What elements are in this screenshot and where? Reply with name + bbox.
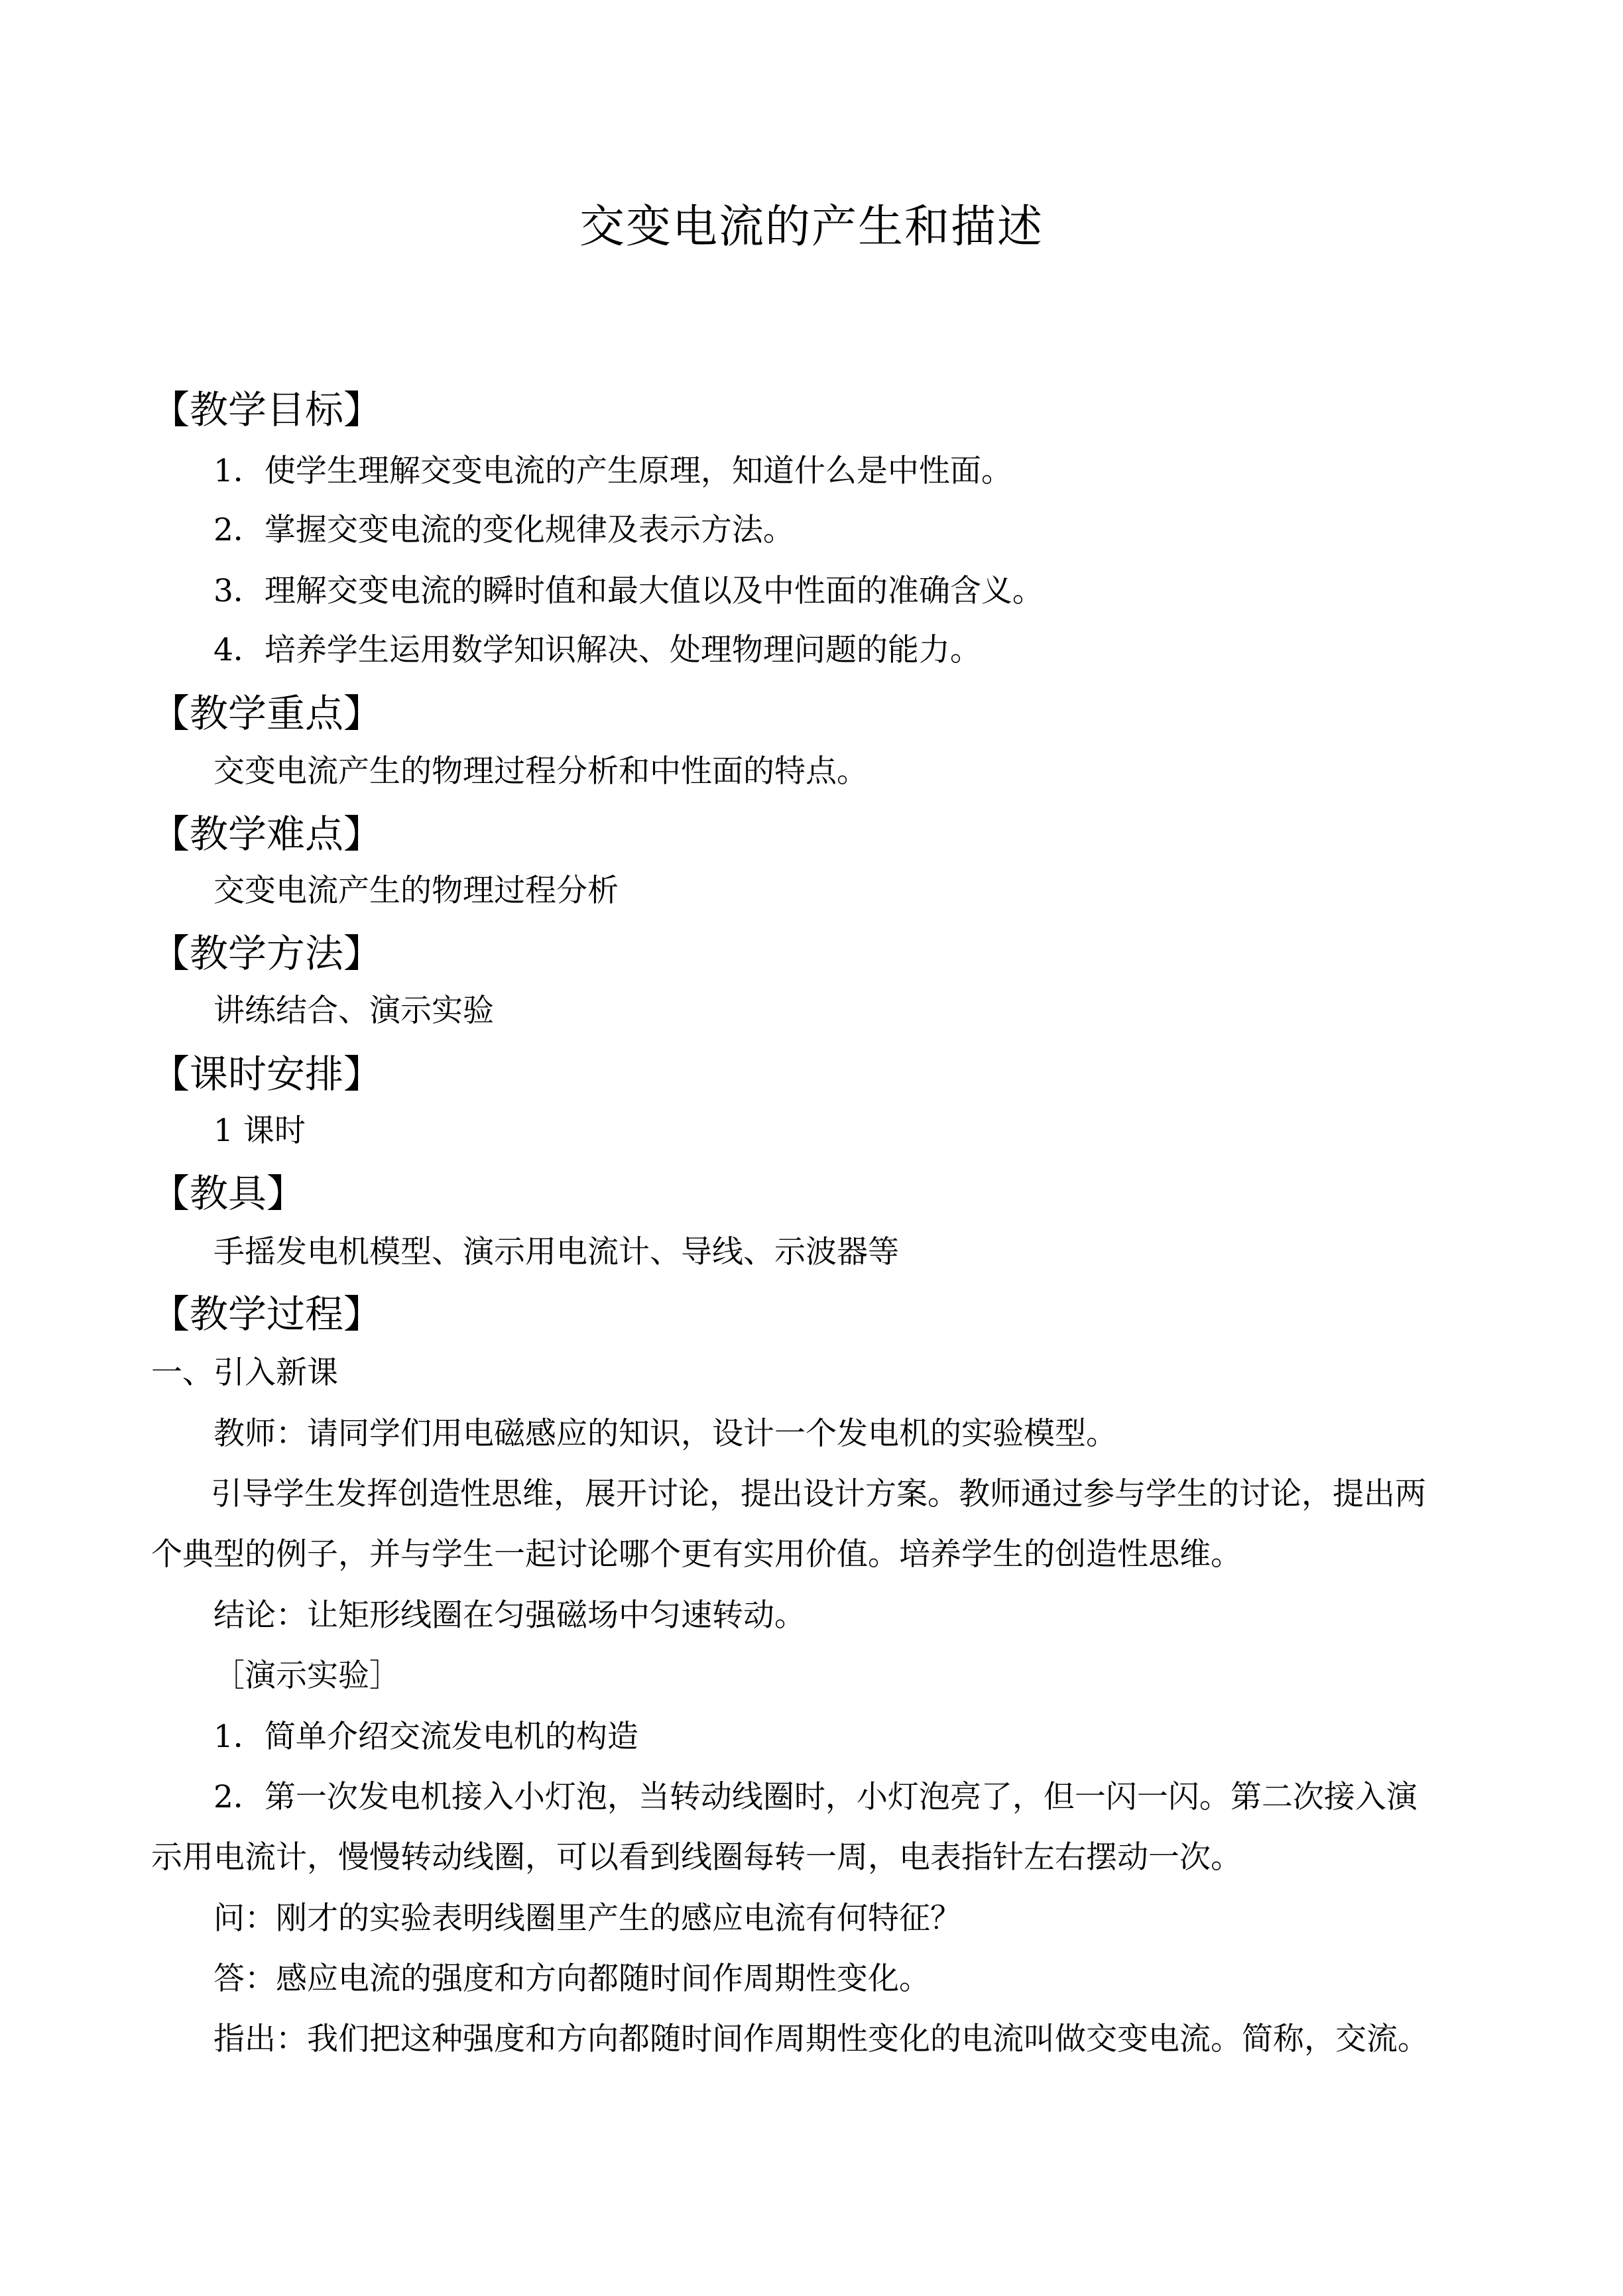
- process-line-8: 示用电流计，慢慢转动线圈，可以看到线圈每转一周，电表指针左右摆动一次。: [151, 1839, 1242, 1876]
- schedule-text: 1 课时: [213, 1113, 306, 1149]
- heading-key-points: 【教学重点】: [151, 691, 383, 736]
- process-answer: 答：感应电流的强度和方向都随时间作周期性变化。: [213, 1961, 930, 1997]
- process-line-7: 2．第一次发电机接入小灯泡，当转动线圈时，小灯泡亮了，但一闪一闪。第二次接入演: [213, 1779, 1417, 1815]
- process-note: 指出：我们把这种强度和方向都随时间作周期性变化的电流叫做交变电流。简称，交流。: [213, 2021, 1429, 2057]
- process-line-2: 引导学生发挥创造性思维，展开讨论，提出设计方案。教师通过参与学生的讨论，提出两: [211, 1476, 1426, 1512]
- heading-tools: 【教具】: [151, 1171, 306, 1216]
- objective-item-2: 2．掌握交变电流的变化规律及表示方法。: [213, 512, 794, 548]
- heading-schedule: 【课时安排】: [151, 1052, 383, 1097]
- process-line-6: 1．简单介绍交流发电机的构造: [213, 1719, 638, 1755]
- key-points-text: 交变电流产生的物理过程分析和中性面的特点。: [213, 753, 868, 790]
- heading-objectives: 【教学目标】: [151, 387, 383, 432]
- process-question: 问：刚才的实验表明线圈里产生的感应电流有何特征？: [213, 1900, 961, 1937]
- objective-item-4: 4．培养学生运用数学知识解决、处理物理问题的能力。: [213, 632, 981, 668]
- process-subheading: 一、引入新课: [151, 1355, 338, 1391]
- process-line-3: 个典型的例子，并与学生一起讨论哪个更有实用价值。培养学生的创造性思维。: [151, 1536, 1242, 1573]
- document-title: 交变电流的产生和描述: [579, 201, 1044, 253]
- process-demo-label: ［演示实验］: [213, 1658, 400, 1694]
- heading-methods: 【教学方法】: [151, 931, 383, 976]
- heading-difficulties: 【教学难点】: [151, 812, 383, 857]
- objective-item-1: 1．使学生理解交变电流的产生原理，知道什么是中性面。: [213, 453, 1012, 489]
- methods-text: 讲练结合、演示实验: [213, 993, 494, 1029]
- objective-item-3: 3．理解交变电流的瞬时值和最大值以及中性面的准确含义。: [213, 573, 1044, 609]
- heading-process: 【教学过程】: [151, 1292, 383, 1337]
- process-line-4: 结论：让矩形线圈在匀强磁场中匀速转动。: [213, 1597, 806, 1634]
- difficulties-text: 交变电流产生的物理过程分析: [213, 873, 619, 909]
- process-line-1: 教师：请同学们用电磁感应的知识，设计一个发电机的实验模型。: [213, 1416, 1117, 1452]
- tools-text: 手摇发电机模型、演示用电流计、导线、示波器等: [213, 1234, 899, 1270]
